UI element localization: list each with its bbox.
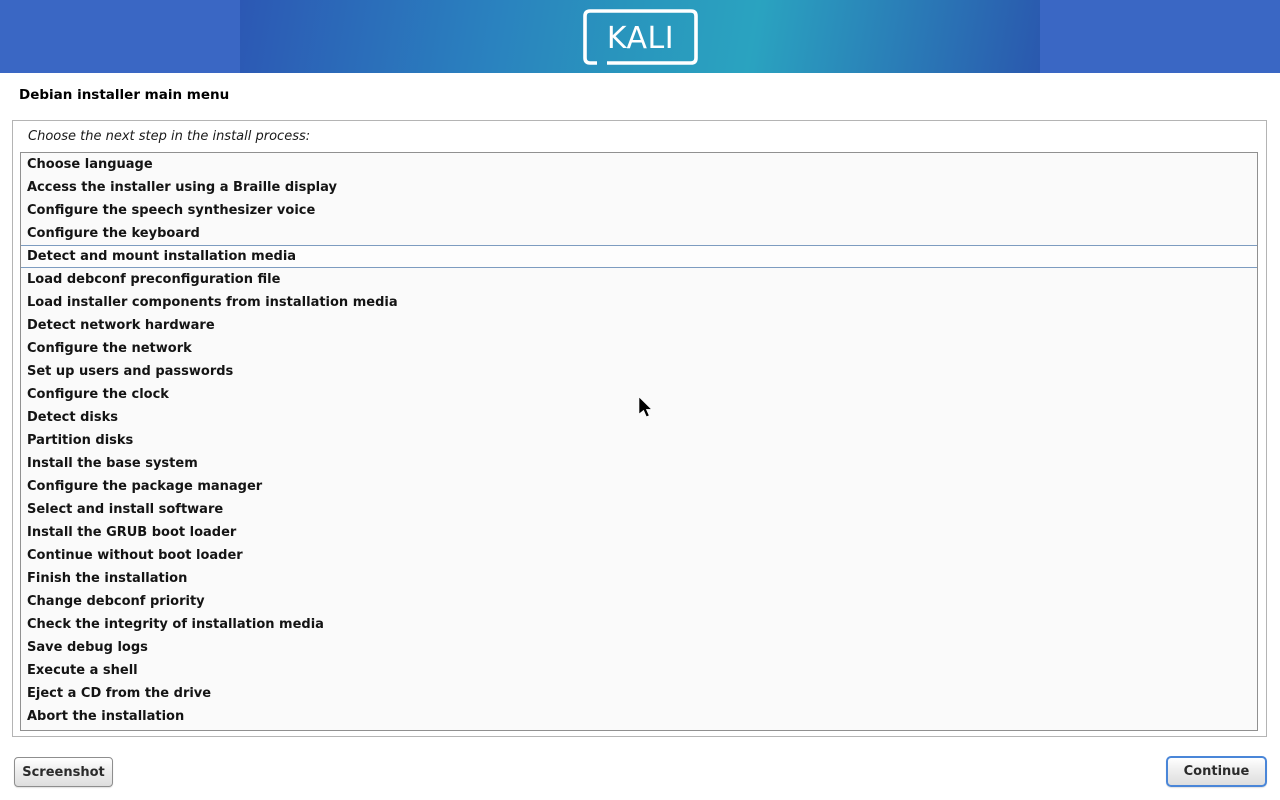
- instruction-text: Choose the next step in the install process:: [28, 129, 311, 144]
- page-title: Debian installer main menu: [19, 87, 230, 103]
- menu-item[interactable]: Select and install software: [27, 502, 224, 517]
- menu-item[interactable]: Choose language: [27, 157, 153, 172]
- menu-item[interactable]: Configure the clock: [27, 387, 169, 402]
- menu-item[interactable]: Eject a CD from the drive: [27, 686, 212, 701]
- kali-banner: [0, 0, 1280, 73]
- menu-item[interactable]: Configure the package manager: [27, 479, 263, 494]
- kali-logo-icon: [583, 9, 698, 65]
- screenshot-button[interactable]: Screenshot: [14, 757, 113, 787]
- menu-item[interactable]: Detect and mount installation media: [21, 245, 1257, 268]
- menu-item[interactable]: Execute a shell: [27, 663, 138, 678]
- menu-item[interactable]: Load debconf preconfiguration file: [27, 272, 281, 287]
- menu-item[interactable]: Install the GRUB boot loader: [27, 525, 237, 540]
- menu-item[interactable]: Detect network hardware: [27, 318, 215, 333]
- menu-item[interactable]: Change debconf priority: [27, 594, 205, 609]
- menu-item[interactable]: Continue without boot loader: [27, 548, 243, 563]
- menu-item[interactable]: Install the base system: [27, 456, 198, 471]
- menu-item[interactable]: Check the integrity of installation media: [27, 617, 324, 632]
- menu-item[interactable]: Access the installer using a Braille display: [27, 180, 337, 195]
- kali-banner-gradient: [240, 0, 1040, 73]
- menu-item[interactable]: Load installer components from installation media: [27, 295, 398, 310]
- menu-item[interactable]: Detect disks: [27, 410, 118, 425]
- menu-item[interactable]: Configure the network: [27, 341, 192, 356]
- main-frame: [12, 120, 1267, 737]
- menu-item[interactable]: Abort the installation: [27, 709, 185, 724]
- menu-item[interactable]: Partition disks: [27, 433, 134, 448]
- menu-item[interactable]: Configure the speech synthesizer voice: [27, 203, 316, 218]
- menu-item[interactable]: Configure the keyboard: [27, 226, 200, 241]
- continue-button[interactable]: Continue: [1166, 756, 1267, 787]
- menu-item[interactable]: Set up users and passwords: [27, 364, 234, 379]
- installer-menu-list: [20, 152, 1258, 731]
- menu-item[interactable]: Finish the installation: [27, 571, 188, 586]
- kali-logo-text: KALI: [606, 20, 674, 56]
- menu-item[interactable]: Save debug logs: [27, 640, 148, 655]
